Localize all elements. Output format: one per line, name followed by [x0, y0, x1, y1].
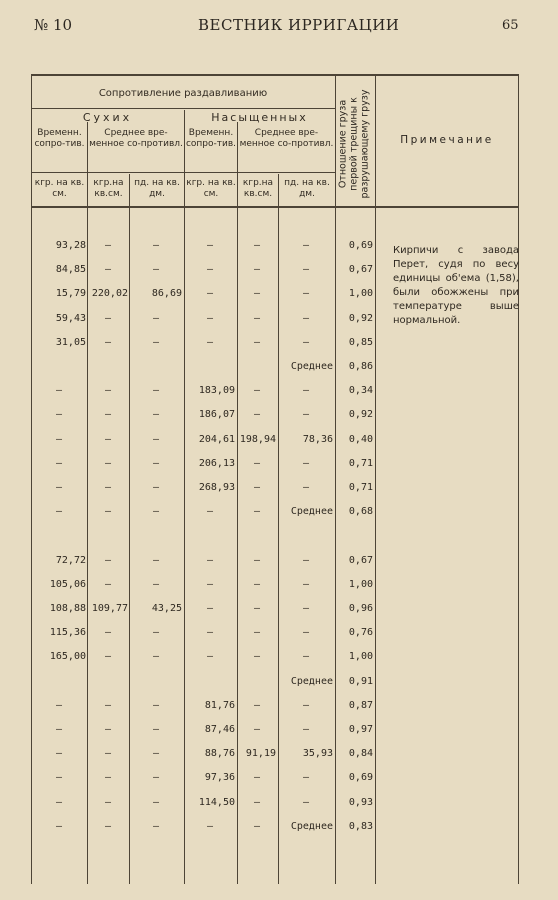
table-cell: —: [104, 264, 112, 275]
table-cell: —: [104, 385, 112, 396]
table-cell: —: [302, 700, 310, 711]
table-cell: —: [152, 337, 160, 348]
table-cell: —: [152, 409, 160, 420]
table-cell: —: [104, 240, 112, 251]
table-cell: —: [55, 482, 63, 493]
table-cell: 0,67: [348, 555, 373, 566]
header-dry: Сухих: [82, 111, 133, 124]
table-cell: —: [302, 579, 310, 590]
table-cell: —: [253, 651, 261, 662]
table-cell: —: [104, 337, 112, 348]
table-cell: —: [253, 700, 261, 711]
table-cell: 186,07: [198, 409, 235, 420]
table-cell: —: [152, 748, 160, 759]
table-cell: —: [302, 724, 310, 735]
table-cell: —: [253, 288, 261, 299]
table-cell: —: [302, 337, 310, 348]
table-cell: —: [206, 506, 214, 517]
unit-kg-cm-1: кгр. на кв. см.: [34, 178, 85, 199]
table-cell: —: [206, 555, 214, 566]
table-cell: —: [152, 555, 160, 566]
header-avg-resistance-dry: Среднее вре-менное со-противл.: [89, 128, 183, 149]
table-cell: —: [152, 506, 160, 517]
table-cell: 59,43: [55, 313, 86, 324]
table-cell: 268,93: [198, 482, 235, 493]
table-cell: —: [206, 337, 214, 348]
table-cell: —: [152, 797, 160, 808]
data-table: [31, 74, 519, 884]
table-cell: 31,05: [55, 337, 86, 348]
table-cell: 72,72: [55, 555, 86, 566]
table-cell: —: [302, 482, 310, 493]
table-cell: —: [253, 313, 261, 324]
table-cell: 109,77: [91, 603, 128, 614]
table-cell: —: [206, 627, 214, 638]
table-cell: —: [104, 434, 112, 445]
table-cell: 84,85: [55, 264, 86, 275]
table-cell: 114,50: [198, 797, 235, 808]
table-cell: —: [253, 458, 261, 469]
table-cell: —: [302, 772, 310, 783]
table-cell: —: [55, 385, 63, 396]
note-header: Примечание: [400, 134, 494, 146]
table-cell: 0,86: [348, 361, 373, 372]
page-header: [0, 14, 558, 44]
table-cell: —: [253, 337, 261, 348]
page-number: 65: [502, 18, 519, 33]
table-cell: 0,83: [348, 821, 373, 832]
table-cell: —: [206, 603, 214, 614]
col-rule-4: [237, 122, 238, 884]
table-cell: 1,00: [348, 288, 373, 299]
table-cell: 0,85: [348, 337, 373, 348]
table-cell: —: [152, 385, 160, 396]
table-cell: 0,76: [348, 627, 373, 638]
table-cell: —: [152, 651, 160, 662]
table-cell: —: [302, 627, 310, 638]
table-cell: 0,92: [348, 313, 373, 324]
table-cell: —: [302, 313, 310, 324]
table-cell: —: [253, 506, 261, 517]
table-cell: —: [253, 240, 261, 251]
table-cell: —: [206, 651, 214, 662]
table-cell: —: [55, 724, 63, 735]
table-cell: —: [253, 603, 261, 614]
table-cell: —: [152, 264, 160, 275]
table-cell: —: [302, 264, 310, 275]
table-cell: —: [104, 724, 112, 735]
table-cell: —: [104, 579, 112, 590]
table-cell: Среднее: [290, 361, 333, 372]
table-cell: 0,69: [348, 240, 373, 251]
table-cell: —: [55, 772, 63, 783]
table-cell: —: [302, 458, 310, 469]
table-cell: —: [55, 821, 63, 832]
table-cell: —: [55, 700, 63, 711]
table-cell: —: [253, 797, 261, 808]
unit-pd-dm-6: пд. на кв. дм.: [284, 178, 330, 199]
table-cell: —: [302, 240, 310, 251]
table-right-border: [518, 74, 519, 884]
header-temp-resistance-saturated: Временн. сопро-тив.: [185, 128, 237, 149]
table-cell: —: [104, 651, 112, 662]
dry-saturated-rule: [184, 110, 185, 884]
table-cell: 15,79: [55, 288, 86, 299]
table-cell: —: [253, 772, 261, 783]
table-cell: —: [55, 409, 63, 420]
table-cell: —: [206, 240, 214, 251]
table-cell: 105,06: [49, 579, 86, 590]
table-top-border: [31, 74, 519, 76]
table-cell: —: [104, 313, 112, 324]
table-cell: —: [152, 700, 160, 711]
header-temp-resistance-dry: Временн. сопро-тив.: [34, 128, 85, 149]
table-cell: —: [152, 313, 160, 324]
table-cell: —: [104, 482, 112, 493]
table-cell: —: [206, 264, 214, 275]
table-cell: —: [104, 821, 112, 832]
table-cell: —: [302, 651, 310, 662]
unit-pd-dm-3: пд. на кв. дм.: [134, 178, 180, 199]
table-cell: —: [104, 627, 112, 638]
table-cell: —: [152, 240, 160, 251]
ratio-header: Отношение груза первой трещины к разрушающему грузу: [337, 89, 371, 199]
table-cell: —: [152, 821, 160, 832]
table-cell: —: [206, 313, 214, 324]
table-cell: 0,40: [348, 434, 373, 445]
table-cell: —: [55, 506, 63, 517]
table-cell: —: [152, 627, 160, 638]
table-cell: —: [104, 748, 112, 759]
table-cell: 87,46: [204, 724, 235, 735]
table-cell: —: [302, 409, 310, 420]
header-bottom-rule: [31, 206, 519, 208]
table-cell: —: [253, 409, 261, 420]
table-cell: —: [253, 724, 261, 735]
table-cell: —: [152, 482, 160, 493]
table-cell: 81,76: [204, 700, 235, 711]
table-cell: —: [253, 385, 261, 396]
table-cell: —: [104, 772, 112, 783]
table-cell: —: [302, 288, 310, 299]
unit-kg-cm-5: кгр.на кв.см.: [242, 178, 274, 199]
header-rule-2: [31, 172, 335, 173]
table-cell: 198,94: [239, 434, 276, 445]
table-cell: 43,25: [151, 603, 182, 614]
table-cell: —: [152, 579, 160, 590]
table-cell: 0,92: [348, 409, 373, 420]
header-avg-resistance-saturated: Среднее вре-менное со-противл.: [239, 128, 334, 149]
note-text: Кирпичи с завода Перет, судя по весу единицы об'ема (1,58), были обожжены при температуре выше нормальной.: [393, 245, 519, 326]
table-cell: —: [253, 579, 261, 590]
table-cell: —: [253, 482, 261, 493]
header-rule-1: [31, 108, 335, 109]
table-cell: 204,61: [198, 434, 235, 445]
col-rule-1: [87, 122, 88, 884]
table-cell: 0,69: [348, 772, 373, 783]
table-cell: 0,71: [348, 482, 373, 493]
table-cell: —: [253, 264, 261, 275]
header-compression-resistance: Сопротивление раздавливанию: [98, 88, 268, 99]
table-cell: 0,71: [348, 458, 373, 469]
table-cell: —: [104, 506, 112, 517]
table-cell: —: [152, 458, 160, 469]
table-cell: —: [55, 797, 63, 808]
unit-kg-cm-2: кгр.на кв.см.: [93, 178, 124, 199]
table-cell: —: [206, 288, 214, 299]
table-cell: —: [302, 797, 310, 808]
table-cell: 0,34: [348, 385, 373, 396]
table-cell: 115,36: [49, 627, 86, 638]
table-cell: —: [152, 772, 160, 783]
journal-title: ВЕСТНИК ИРРИГАЦИИ: [198, 16, 400, 34]
table-cell: 0,68: [348, 506, 373, 517]
table-cell: 0,91: [348, 676, 373, 687]
table-cell: 183,09: [198, 385, 235, 396]
table-cell: 35,93: [302, 748, 333, 759]
table-cell: —: [104, 797, 112, 808]
table-cell: —: [152, 434, 160, 445]
table-cell: —: [206, 579, 214, 590]
table-cell: —: [55, 748, 63, 759]
table-cell: 0,97: [348, 724, 373, 735]
table-cell: —: [55, 458, 63, 469]
table-cell: Среднее: [290, 821, 333, 832]
table-cell: —: [253, 555, 261, 566]
header-saturated: Насыщенных: [211, 111, 308, 124]
ratio-column-right-rule: [375, 74, 376, 884]
table-cell: —: [253, 627, 261, 638]
table-cell: Среднее: [290, 506, 333, 517]
table-cell: 86,69: [151, 288, 182, 299]
issue-number: № 10: [34, 16, 73, 34]
table-cell: 97,36: [204, 772, 235, 783]
table-cell: 0,96: [348, 603, 373, 614]
table-cell: —: [152, 724, 160, 735]
table-cell: 0,87: [348, 700, 373, 711]
table-cell: 0,93: [348, 797, 373, 808]
table-cell: —: [206, 821, 214, 832]
table-cell: 93,28: [55, 240, 86, 251]
table-cell: 1,00: [348, 579, 373, 590]
table-cell: —: [104, 458, 112, 469]
table-cell: —: [302, 385, 310, 396]
table-cell: 1,00: [348, 651, 373, 662]
table-cell: 0,67: [348, 264, 373, 275]
table-cell: —: [302, 603, 310, 614]
table-cell: —: [104, 555, 112, 566]
table-cell: 165,00: [49, 651, 86, 662]
table-cell: 220,02: [91, 288, 128, 299]
table-cell: —: [104, 700, 112, 711]
table-cell: 88,76: [204, 748, 235, 759]
table-cell: —: [104, 409, 112, 420]
table-cell: —: [55, 434, 63, 445]
table-cell: 0,84: [348, 748, 373, 759]
table-cell: —: [253, 821, 261, 832]
table-cell: 91,19: [245, 748, 276, 759]
table-cell: 206,13: [198, 458, 235, 469]
unit-kg-cm-4: кгр. на кв. см.: [186, 178, 236, 199]
table-cell: Среднее: [290, 676, 333, 687]
table-cell: —: [302, 555, 310, 566]
table-cell: 108,88: [49, 603, 86, 614]
table-cell: 78,36: [302, 434, 333, 445]
